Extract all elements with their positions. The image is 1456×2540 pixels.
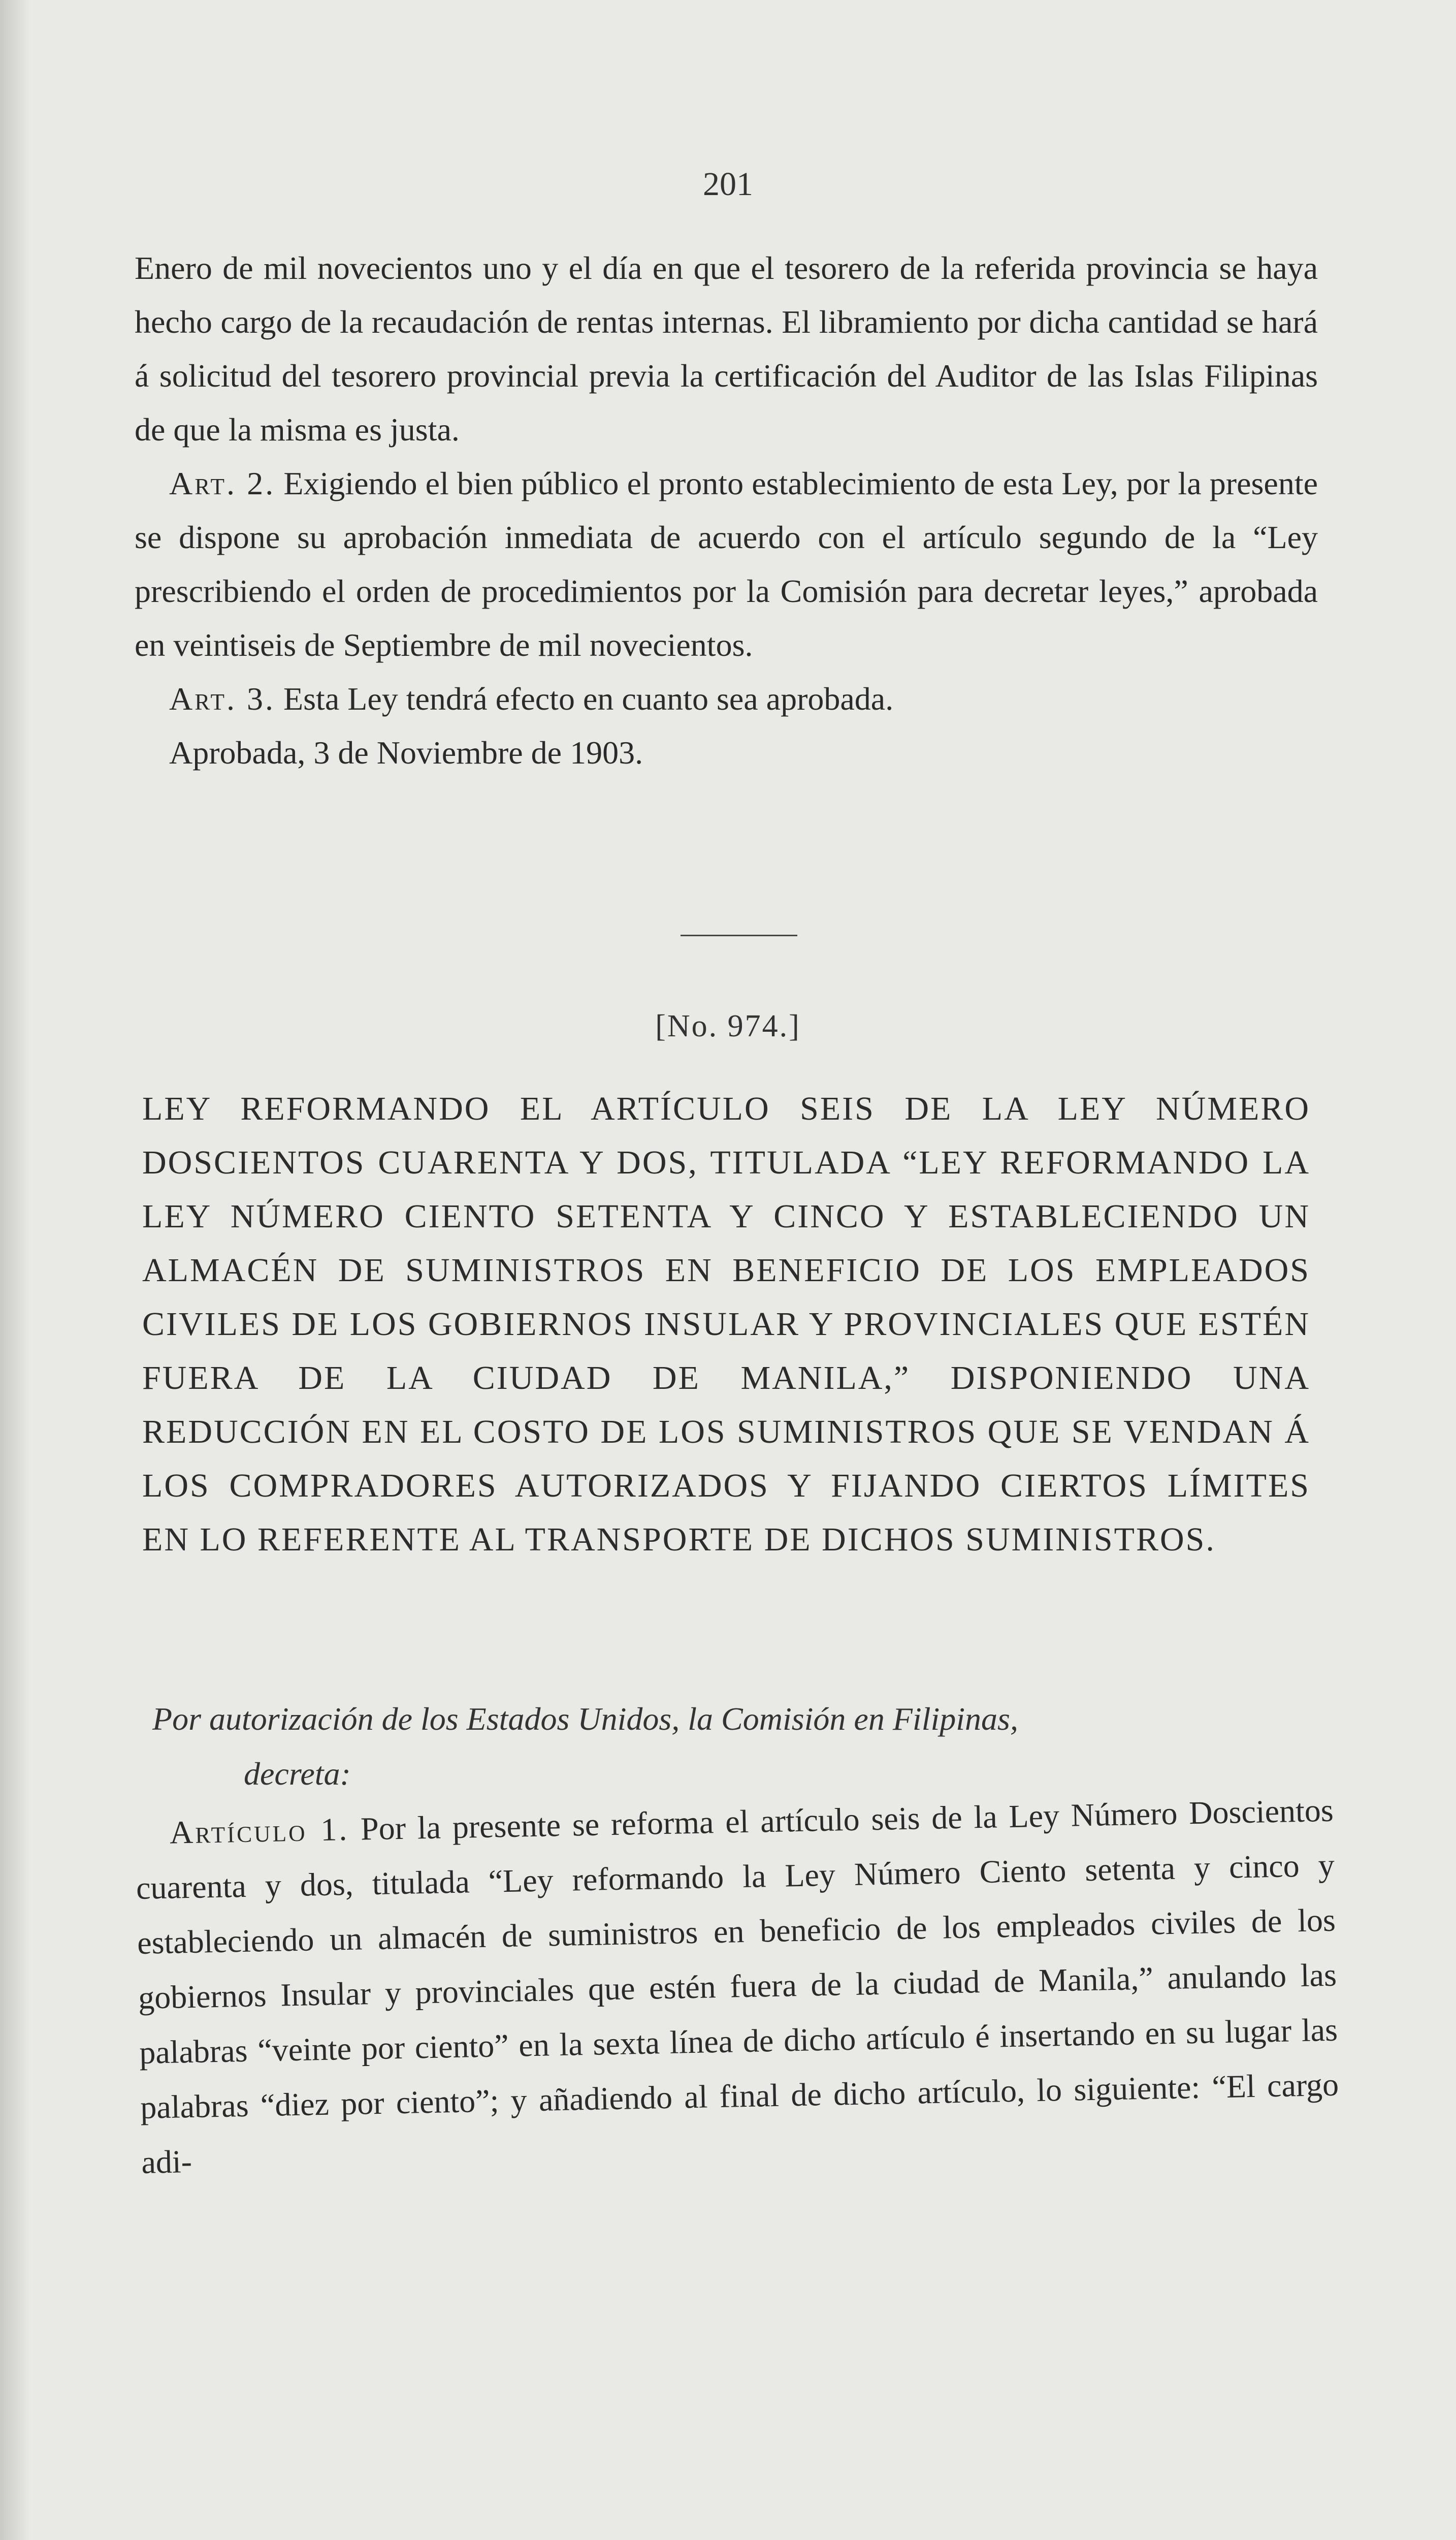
enacting-clause <box>152 1692 1331 1801</box>
article-1-lead: Artículo 1. <box>169 1811 349 1851</box>
article-1-paragraph <box>135 1783 1340 2190</box>
article-1-block <box>135 1783 1340 2190</box>
article-1-text: Por la presente se reforma el artículo seis de la Ley Número Doscientos cuarenta y dos, titulada “Ley reformando la Ley Número Ciento setenta y cinco y estableciendo un almacén de suministros en beneficio de los empleados civiles de los gobiernos Insular y provinciales que estén fuera de la ciudad de Manila,” anulando las palabras “veinte por ciento” en la sexta línea de dicho artículo é insertando en su lugar las palabras “diez por ciento”; y añadiendo al final de dicho artículo, lo siguiente: “El cargo adi- <box>136 1792 1339 2180</box>
article-2-lead: Art. 2. <box>169 465 276 501</box>
page-binding-shadow <box>0 0 30 2540</box>
continuation-paragraph: Enero de mil novecientos uno y el día en que el tesorero de la referida provincia se haya hecho cargo de la recaudación de rentas internas. El libramiento por dicha cantidad se hará á solicitud del tesorero provincial previa la certificación del Auditor de las Islas Filipinas de que la misma es justa. <box>135 250 1318 448</box>
page-number: 201 <box>703 166 753 203</box>
law-title: LEY REFORMANDO EL ARTÍCULO SEIS DE LA LEY NÚMERO DOSCIENTOS CUARENTA Y DOS, TITULADA “LEY REFORMANDO LA LEY NÚMERO CIENTO SETENTA Y CINCO Y ESTABLECIENDO UN ALMACÉN DE SUMINISTROS EN BENEFICIO DE LOS EMPLEADOS CIVILES DE LOS GOBIERNOS INSULAR Y PROVINCIALES QUE ESTÉN FUERA DE LA CIUDAD DE MANILA,” DISPONIENDO UNA REDUCCIÓN EN EL COSTO DE LOS SUMINISTROS QUE SE VENDAN Á LOS COMPRADORES AUTORIZADOS Y FIJANDO CIERTOS LÍMITES EN LO REFERENTE AL TRANSPORTE DE DICHOS SUMINISTROS. <box>142 1090 1310 1558</box>
article-3-paragraph <box>135 672 1318 726</box>
article-2-paragraph <box>135 457 1318 672</box>
enacting-clause-line-2: decreta: <box>244 1756 351 1792</box>
law-number: [No. 974.] <box>655 1009 801 1043</box>
article-3-lead: Art. 3. <box>169 681 276 717</box>
enacting-clause-line-1: Por autorización de los Estados Unidos, la Comisión en Filipinas, <box>152 1701 1018 1737</box>
approval-date: Aprobada, 3 de Noviembre de 1903. <box>169 735 643 771</box>
article-3-text: Esta Ley tendrá efecto en cuanto sea aprobada. <box>283 681 894 717</box>
section-divider <box>681 935 797 936</box>
previous-law-ending <box>135 241 1318 780</box>
article-2-text: Exigiendo el bien público el pronto establecimiento de esta Ley, por la presente se dispone su aprobación inmediata de acuerdo con el artículo segundo de la “Ley prescribiendo el orden de procedimientos por la Comisión para decretar leyes,” aprobada en veintiseis de Septiembre de mil novecientos. <box>135 465 1318 663</box>
